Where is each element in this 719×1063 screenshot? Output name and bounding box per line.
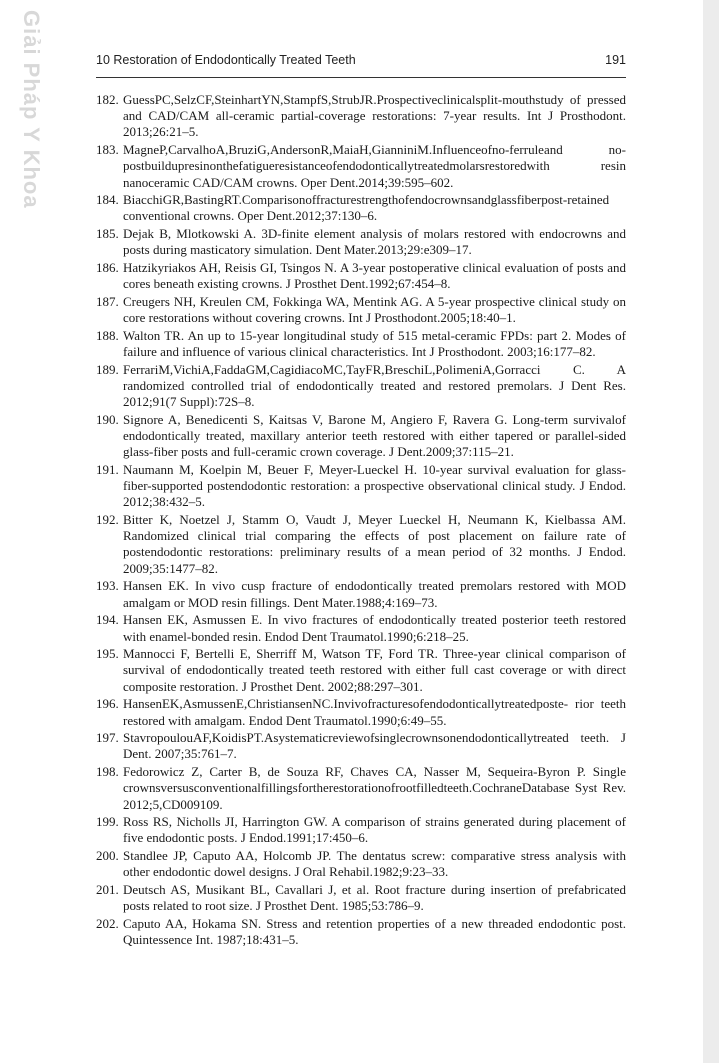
reference-text: Walton TR. An up to 15-year longitudinal study of 515 metal-ceramic FPDs: part 2. Modes of failure and influence of various clinical characteristics. Int J Prosthodont. 2003;16:177–82.: [123, 327, 626, 360]
reference-item: [96, 730, 626, 762]
reference-number: 183.: [96, 142, 119, 158]
reference-text: Caputo AA, Hokama SN. Stress and retention properties of a new threaded endodontic post. Quintessence Int. 1987;18:431–5.: [123, 915, 626, 948]
reference-number: 201.: [96, 882, 119, 898]
reference-text: Signore A, Benedicenti S, Kaitsas V, Barone M, Angiero F, Ravera G. Long-term survivalof endodontically treated, maxillary anterior teeth restored with either tapered or parallel-sided glass-fiber posts and full-ceramic crown coverage. J Dent.2009;37:115–21.: [123, 411, 626, 460]
reference-item: [96, 462, 626, 511]
reference-number: 192.: [96, 512, 119, 528]
reference-text: HansenEK,AsmussenE,ChristiansenNC.Invivofracturesofendodonticallytreatedposte- rior teeth restored with amalgam. Endod Dent Traumatol.1990;6:49–55.: [123, 696, 626, 728]
reference-text: BiacchiGR,BastingRT.Comparisonoffracturestrengthofendocrownsandglassfiberpost-retained conventional crowns. Oper Dent.2012;37:130–6.: [123, 192, 610, 224]
reference-item: [96, 578, 626, 610]
reference-text: GuessPC,SelzCF,SteinhartYN,StampfS,StrubJR.Prospectiveclinicalsplit-mouthstudy of pressed and CAD/CAM all-ceramic partial-coverage restorations: 7-year results. Int J Prosthodont. 2013;26:21–5.: [123, 92, 626, 140]
reference-text: Naumann M, Koelpin M, Beuer F, Meyer-Lueckel H. 10-year survival evaluation for glass-fiber-supported postendodontic restoration: a prospective observational clinical study. J Endod. 2012;38:432–5.: [123, 461, 626, 510]
reference-number: 195.: [96, 646, 119, 662]
reference-number: 185.: [96, 226, 119, 242]
reference-number: 189.: [96, 361, 119, 377]
reference-item: [96, 294, 626, 326]
reference-number: 200.: [96, 848, 119, 864]
reference-text: Bitter K, Noetzel J, Stamm O, Vaudt J, Meyer Lueckel H, Neumann K, Kielbassa AM. Randomized clinical trial comparing the effects of post placement on failure rate of postendodontic restorations: preliminary results of a mean period of 32 months. J Endod. 2009;35:1477–82.: [123, 512, 626, 576]
reference-number: 202.: [96, 915, 119, 931]
watermark: Giải Pháp Y Khoa: [19, 10, 44, 209]
reference-text: Hatzikyriakos AH, Reisis GI, Tsingos N. A 3-year postoperative clinical evaluation of posts and cores beneath existing crowns. J Prosthet Dent.1992;67:454–8.: [123, 260, 626, 292]
reference-item: [96, 916, 626, 948]
reference-item: [96, 764, 626, 813]
reference-text: Mannocci F, Bertelli E, Sherriff M, Watson TF, Ford TR. Three-year clinical comparison of survival of endodontically treated teeth restored with either full cast coverage or with direct composite restoration. J Prosthet Dent. 2002;88:297–301.: [123, 646, 626, 694]
reference-number: 194.: [96, 612, 119, 628]
page-number: 191: [605, 53, 626, 67]
running-title: 10 Restoration of Endodontically Treated Teeth: [96, 53, 356, 67]
reference-number: 187.: [96, 293, 119, 309]
reference-text: Ross RS, Nicholls JI, Harrington GW. A comparison of strains generated during placement of five endodontic posts. J Endod.1991;17:450–6.: [123, 814, 626, 846]
reference-text: Creugers NH, Kreulen CM, Fokkinga WA, Mentink AG. A 5-year prospective clinical study on core restorations without covering crowns. Int J Prosthodont.2005;18:40–1.: [123, 293, 626, 326]
reference-list: [96, 92, 626, 950]
reference-item: [96, 612, 626, 644]
reference-number: 182.: [96, 92, 119, 107]
reference-item: [96, 814, 626, 846]
reference-item: [96, 646, 626, 695]
running-header: [96, 53, 626, 73]
reference-text: Hansen EK, Asmussen E. In vivo fractures of endodontically treated posterior teeth restored with enamel-bonded resin. Endod Dent Traumatol.1990;6:218–25.: [123, 612, 626, 644]
reference-text: Standlee JP, Caputo AA, Holcomb JP. The dentatus screw: comparative stress analysis with other endodontic dowel designs. J Oral Rehabil.1982;9:23–33.: [123, 848, 626, 880]
reference-item: [96, 882, 626, 914]
reference-number: 188.: [96, 327, 119, 343]
reference-number: 190.: [96, 411, 119, 427]
reference-number: 197.: [96, 730, 119, 746]
reference-number: 184.: [96, 192, 119, 208]
reference-text: Deutsch AS, Musikant BL, Cavallari J, et al. Root fracture during insertion of prefabricated posts related to root size. J Prosthet Dent. 1985;53:786–9.: [123, 882, 626, 914]
reference-item: [96, 362, 626, 411]
reference-item: [96, 260, 626, 292]
reference-item: [96, 512, 626, 577]
reference-item: [96, 92, 626, 141]
reference-text: Hansen EK. In vivo cusp fracture of endodontically treated premolars restored with MOD amalgam or MOD resin fillings. Dent Mater.1988;4:169–73.: [123, 578, 626, 610]
reference-text: MagneP,CarvalhoA,BruziG,AndersonR,MaiaH,GianniniM.Influenceofno-ferruleand no-postbuildupresinonthefatigueresistanceofendodonticallytreatedmolarsrestoredwith resin nanoceramic CAD/CAM crowns. Oper Dent.2014;39:595–602.: [123, 142, 626, 190]
reference-item: [96, 192, 626, 224]
reference-number: 186.: [96, 260, 119, 276]
header-rule: [96, 77, 626, 78]
reference-item: [96, 696, 626, 728]
reference-text: Dejak B, Mlotkowski A. 3D-finite element analysis of molars restored with endocrowns and posts during masticatory simulation. Dent Mater.2013;29:e309–17.: [123, 226, 626, 258]
reference-item: [96, 848, 626, 880]
reference-number: 193.: [96, 578, 119, 594]
reference-number: 196.: [96, 696, 119, 712]
reference-number: 191.: [96, 461, 119, 477]
reference-item: [96, 142, 626, 191]
reference-item: [96, 328, 626, 360]
reference-text: Fedorowicz Z, Carter B, de Souza RF, Chaves CA, Nasser M, Sequeira-Byron P. Single crownsversusconventionalfillingsfortherestorationofrootfilledteeth.CochraneDatabase Syst Rev. 2012;5,CD009109.: [123, 764, 626, 812]
reference-item: [96, 412, 626, 461]
reference-number: 198.: [96, 764, 119, 780]
reference-item: [96, 226, 626, 258]
reference-text: FerrariM,VichiA,FaddaGM,CagidiacoMC,TayFR,BreschiL,PolimeniA,Gorracci C. A randomized controlled trial of endodontically treated and restored premolars. J Dent Res. 2012;91(7 Suppl):72S–8.: [123, 361, 626, 410]
reference-text: StavropoulouAF,KoidisPT.Asystematicreviewofsinglecrownsonendodonticallytreated teeth. J Dent. 2007;35:761–7.: [123, 730, 626, 762]
reference-number: 199.: [96, 814, 119, 830]
